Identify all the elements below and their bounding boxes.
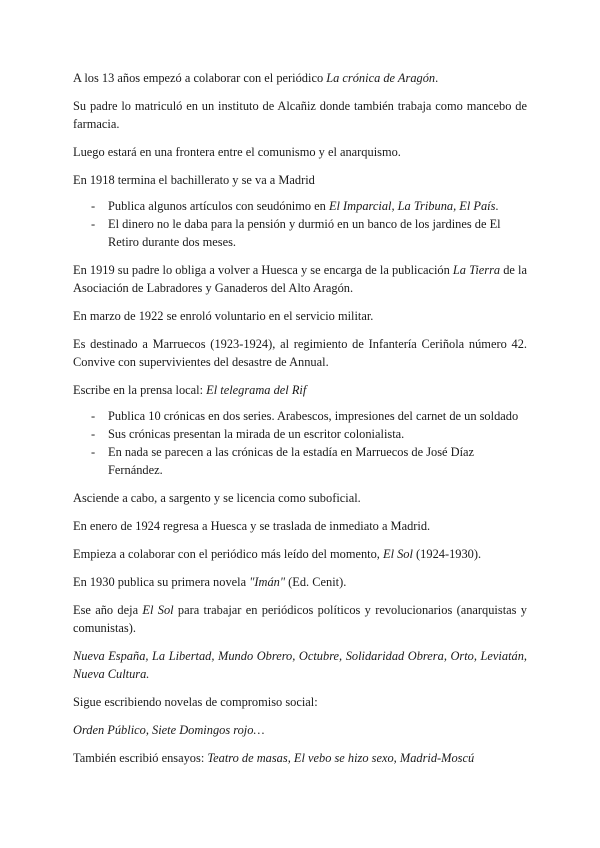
italic-title: El Sol <box>142 603 174 617</box>
list-item <box>73 407 527 425</box>
text: Empieza a colaborar con el periódico más leído del momento, <box>73 547 383 561</box>
paragraph-10: En enero de 1924 regresa a Huesca y se traslada de inmediato a Madrid. <box>73 519 431 533</box>
text: (1924-1930). <box>412 547 482 561</box>
italic-title: La Tierra <box>452 263 501 277</box>
text: . <box>435 71 439 85</box>
italic-titles: Orden Público, Siete Domingos rojo… <box>73 723 265 737</box>
list-item <box>73 425 527 443</box>
paragraph-3: Luego estará en una frontera entre el comunismo y el anarquismo. <box>73 145 401 159</box>
paragraph-1 <box>73 69 527 87</box>
paragraph-17 <box>73 749 527 767</box>
text: Publica 10 crónicas en dos series. Arabescos, impresiones del carnet de un soldado <box>108 409 519 423</box>
paragraph-9: Asciende a cabo, a sargento y se licencia como suboficial. <box>73 491 361 505</box>
paragraph-8 <box>73 381 527 399</box>
paragraph-4: En 1918 termina el bachillerato y se va a Madrid <box>73 173 315 187</box>
paragraph-11 <box>73 545 527 563</box>
paragraph-6: En marzo de 1922 se enroló voluntario en el servicio militar. <box>73 309 374 323</box>
text: de la Asociación de Labradores y Ganaderos del Alto Aragón. <box>73 263 527 295</box>
list-item <box>73 215 527 251</box>
text: El dinero no le daba para la pensión y durmió en un banco de los jardines de El Retiro durante dos meses. <box>108 217 501 249</box>
text: para trabajar en periódicos políticos y revolucionarios (anarquistas y comunistas). <box>73 603 527 635</box>
text: Escribe en la prensa local: <box>73 383 207 397</box>
italic-titles: Teatro de masas, El vebo se hizo sexo, Madrid-Moscú <box>207 751 475 765</box>
dash-marker: - <box>91 427 96 441</box>
list-item <box>73 197 527 215</box>
paragraph-7: Es destinado a Marruecos (1923-1924), al regimiento de Infantería Ceriñola número 42. Convive con supervivientes del desastre de Annual. <box>73 337 527 369</box>
list-item <box>73 443 527 479</box>
text: A los 13 años empezó a colaborar con el periódico <box>73 71 327 85</box>
text: Ese año deja <box>73 603 143 617</box>
dash-marker: - <box>91 199 96 213</box>
document-body <box>73 69 527 777</box>
text: En nada se parecen a las crónicas de la estadía en Marruecos de José Díaz Fernández. <box>108 445 475 477</box>
paragraph-5 <box>73 261 527 297</box>
text: En 1930 publica su primera novela <box>73 575 250 589</box>
text: . <box>495 199 499 213</box>
text: También escribió ensayos: <box>73 751 208 765</box>
paragraph-12 <box>73 573 527 591</box>
text: Sus crónicas presentan la mirada de un escritor colonialista. <box>108 427 405 441</box>
italic-title: La crónica de Aragón <box>326 71 436 85</box>
paragraph-14 <box>73 647 527 683</box>
italic-title: El Sol <box>383 547 413 561</box>
bullet-list-2 <box>73 407 527 479</box>
dash-marker: - <box>91 409 96 423</box>
paragraph-15: Sigue escribiendo novelas de compromiso social: <box>73 695 318 709</box>
dash-marker: - <box>91 445 96 459</box>
bullet-list-1 <box>73 197 527 251</box>
italic-title: El Imparcial, La Tribuna, El País <box>328 199 496 213</box>
paragraph-16 <box>73 721 527 739</box>
italic-title: El telegrama del Rif <box>206 383 307 397</box>
italic-titles: Nueva España, La Libertad, Mundo Obrero, Octubre, Solidaridad Obrera, Orto, Leviatán, Nueva Cultura. <box>73 649 527 681</box>
italic-title: "Imán" <box>249 575 286 589</box>
dash-marker: - <box>91 217 96 231</box>
text: En 1919 su padre lo obliga a volver a Huesca y se encarga de la publicación <box>73 263 453 277</box>
text: (Ed. Cenit). <box>285 575 347 589</box>
paragraph-2: Su padre lo matriculó en un instituto de Alcañiz donde también trabaja como mancebo de farmacia. <box>73 99 527 131</box>
text: Publica algunos artículos con seudónimo en <box>108 199 329 213</box>
paragraph-13 <box>73 601 527 637</box>
